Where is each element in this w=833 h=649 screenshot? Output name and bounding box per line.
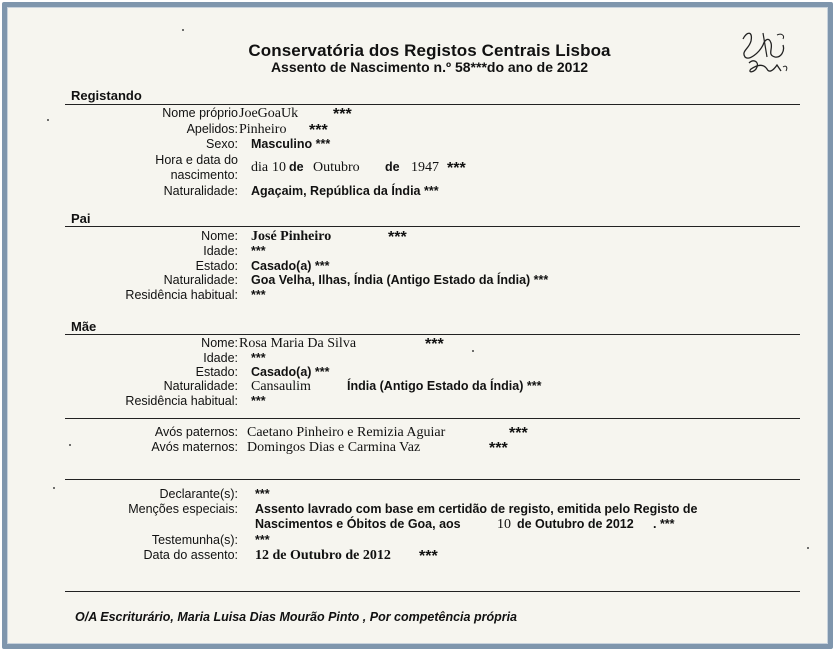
mencoes-label: Menções especiais: [128, 502, 238, 516]
testemunhas-label: Testemunha(s): [151, 533, 238, 547]
scan-speck [182, 29, 184, 31]
hora-data-label-line2: nascimento: [170, 168, 238, 182]
section-rule [65, 104, 800, 105]
mae-naturalidade-row [7, 379, 828, 395]
mae-nome-label: Nome: [201, 336, 238, 350]
avos-maternos-row [7, 440, 828, 456]
footer-signatory: O/A Escriturário, Maria Luisa Dias Mourão Pinto , Por competência própria [75, 610, 517, 624]
testemunhas-value: *** [255, 533, 270, 547]
mae-nome-stars: *** [425, 336, 444, 353]
pai-idade-value: *** [251, 244, 266, 258]
mencoes-line-2b: de Outubro de 2012 [517, 517, 634, 531]
sexo-label: Sexo: [206, 137, 238, 151]
declarantes-label: Declarante(s): [159, 487, 238, 501]
avos-paternos-value: Caetano Pinheiro e Remizia Aguiar [247, 425, 446, 440]
mae-naturalidade-label: Naturalidade: [163, 379, 238, 393]
scan-speck [472, 350, 474, 352]
apelidos-label: Apelidos: [186, 122, 238, 136]
data-assento-stars: *** [419, 548, 438, 565]
naturalidade-label: Naturalidade: [163, 184, 238, 198]
scan-speck [47, 119, 49, 121]
document-title: Conservatória dos Registos Centrais Lisboa [248, 41, 611, 60]
nome-proprio-label: Nome próprio [162, 106, 238, 120]
data-assento-row [7, 548, 828, 564]
data-stars: *** [447, 160, 466, 177]
nome-proprio-stars: *** [333, 106, 352, 123]
declarantes-row [7, 487, 828, 503]
pai-residencia-value: *** [251, 288, 266, 302]
section-registando-heading: Registando [71, 88, 142, 103]
pai-estado-label: Estado: [195, 259, 238, 273]
mencoes-line-2-number: 10 [497, 517, 511, 532]
mae-residencia-value: *** [251, 394, 266, 408]
section-rule [65, 479, 800, 480]
data-de-2: de [385, 160, 400, 174]
mencoes-line-2a: Nascimentos e Óbitos de Goa, aos [255, 517, 461, 531]
apelidos-stars: *** [309, 122, 328, 139]
mae-nome-value: Rosa Maria Da Silva [239, 336, 357, 351]
section-pai-heading: Pai [71, 211, 91, 226]
mae-idade-value: *** [251, 351, 266, 365]
hora-data-label-line1: Hora e data do [155, 153, 238, 167]
pai-naturalidade-row [7, 273, 828, 289]
handwritten-signature [733, 27, 791, 83]
document-subtitle: Assento de Nascimento n.º 58***do ano de 2012 [270, 59, 589, 75]
pai-nome-row [7, 229, 828, 245]
nome-proprio-value: JoeGoaUk [239, 106, 299, 121]
avos-paternos-row [7, 425, 828, 441]
pai-naturalidade-value: Goa Velha, Ilhas, Índia (Antigo Estado da Índia) *** [251, 273, 549, 287]
section-rule [65, 226, 800, 227]
avos-paternos-label: Avós paternos: [154, 425, 238, 439]
pai-naturalidade-label: Naturalidade: [163, 273, 238, 287]
mae-idade-label: Idade: [203, 351, 238, 365]
data-dia-word: dia [251, 160, 269, 175]
section-rule [65, 591, 800, 592]
mae-residencia-row [7, 394, 828, 410]
pai-nome-value: José Pinheiro [251, 229, 332, 244]
section-rule [65, 334, 800, 335]
mae-naturalidade-value-2: Índia (Antigo Estado da Índia) *** [347, 379, 542, 393]
data-ano: 1947 [411, 160, 439, 175]
scan-speck [807, 547, 809, 549]
avos-maternos-label: Avós maternos: [151, 440, 238, 454]
avos-maternos-value: Domingos Dias e Carmina Vaz [247, 440, 421, 455]
mae-naturalidade-value-1: Cansaulim [251, 379, 311, 394]
mencoes-line-2c: . *** [653, 517, 675, 531]
mencoes-row [7, 502, 828, 534]
registando-nome-row [7, 106, 828, 122]
scan-speck [69, 444, 71, 446]
pai-estado-value: Casado(a) *** [251, 259, 330, 273]
pai-idade-row [7, 244, 828, 260]
avos-paternos-stars: *** [509, 425, 528, 442]
pai-nome-label: Nome: [201, 229, 238, 243]
section-mae-heading: Mãe [71, 319, 97, 334]
mae-nome-row [7, 336, 828, 352]
avos-maternos-stars: *** [489, 440, 508, 457]
declarantes-value: *** [255, 487, 270, 501]
pai-idade-label: Idade: [203, 244, 238, 258]
document-frame [2, 2, 833, 649]
data-de-1: de [289, 160, 304, 174]
registando-apelidos-row [7, 122, 828, 138]
pai-nome-stars: *** [388, 229, 407, 246]
apelidos-value: Pinheiro [239, 122, 287, 137]
naturalidade-value: Agaçaim, República da Índia *** [251, 184, 439, 198]
sexo-value: Masculino *** [251, 137, 331, 151]
mae-estado-label: Estado: [195, 365, 238, 379]
registando-sexo-row [7, 137, 828, 153]
pai-residencia-row [7, 288, 828, 304]
data-assento-value: 12 de Outubro de 2012 [255, 548, 391, 563]
section-rule [65, 418, 800, 419]
mencoes-line-1: Assento lavrado com base em certidão de registo, emitida pelo Registo de [255, 502, 698, 516]
pai-residencia-label: Residência habitual: [125, 288, 238, 302]
testemunhas-row [7, 533, 828, 549]
data-mes: Outubro [313, 160, 360, 175]
registando-nascimento-row [7, 153, 828, 185]
registando-naturalidade-row [7, 184, 828, 200]
birth-record-page [7, 7, 828, 644]
data-assento-label: Data do assento: [143, 548, 238, 562]
data-dia-number: 10 [272, 160, 286, 175]
mae-residencia-label: Residência habitual: [125, 394, 238, 408]
mae-estado-value: Casado(a) *** [251, 365, 330, 379]
scan-speck [53, 487, 55, 489]
